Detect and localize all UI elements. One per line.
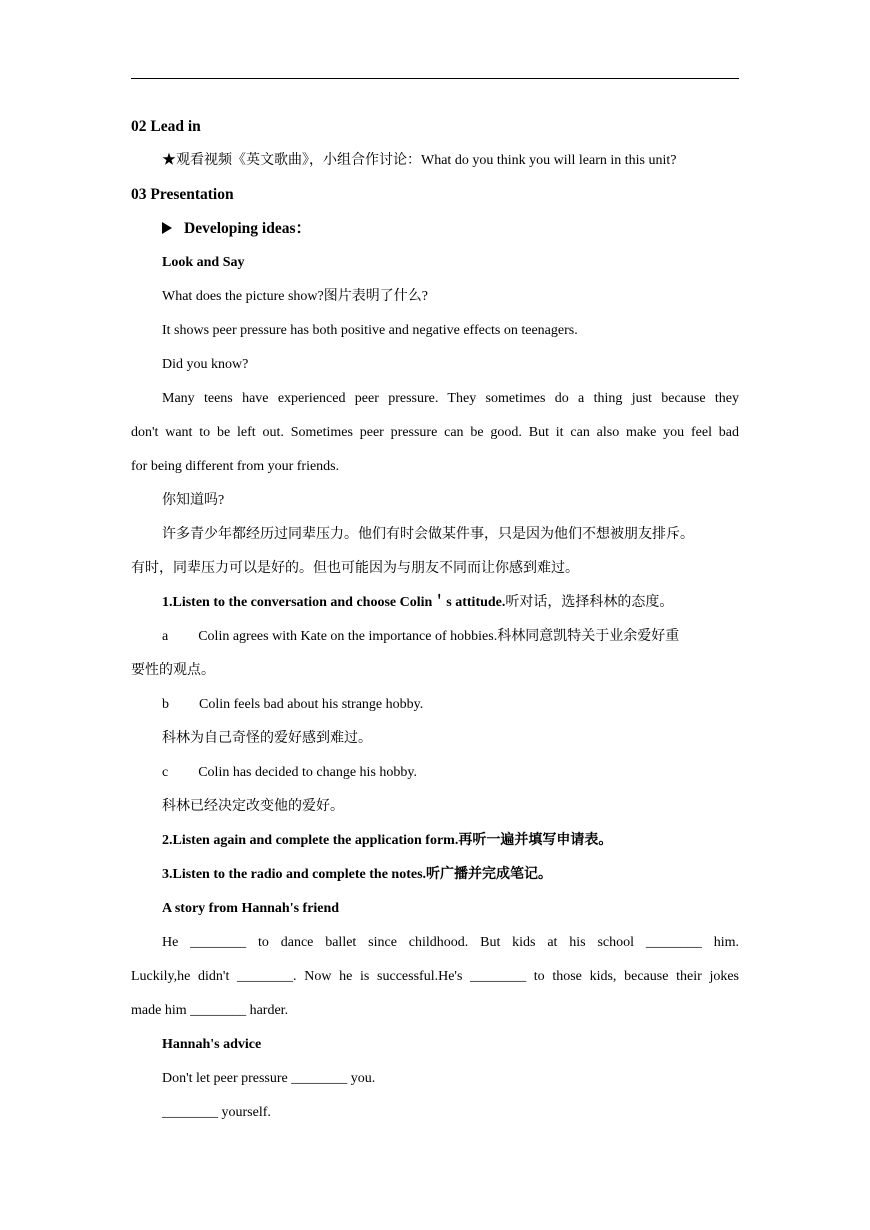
- option-b: [131, 688, 739, 722]
- lead-in-heading: 02 Lead in: [131, 118, 201, 135]
- look-and-say-question: What does the picture show?图片表明了什么?: [162, 289, 428, 304]
- presentation-heading: 03 Presentation: [131, 186, 234, 203]
- option-a: [131, 620, 739, 654]
- story-line: made him ________ harder.: [131, 1003, 289, 1018]
- option-b-cn: 科林为自己奇怪的爱好感到难过。: [162, 731, 372, 746]
- option-c-cn: 科林已经决定改变他的爱好。: [162, 799, 344, 814]
- look-and-say-title: Look and Say: [162, 255, 245, 270]
- did-you-know-line-cn: 许多青少年都经历过同辈压力。他们有时会做某件事，只是因为他们不想被朋友排斥。: [162, 527, 694, 542]
- header-rule: [131, 78, 739, 79]
- option-text: Colin agrees with Kate on the importance of hobbies.科林同意凯特关于业余爱好重: [198, 629, 680, 644]
- task2-instruction: [131, 824, 739, 858]
- task2-instruction-cn: 再听一遍并填写申请表。: [458, 833, 613, 848]
- task2-instruction-en: 2.Listen again and complete the application form.: [162, 833, 459, 848]
- did-you-know-line-cn: 有时，同辈压力可以是好的。但也可能因为与朋友不同而让你感到难过。: [131, 561, 579, 576]
- did-you-know-line: don't want to be left out. Sometimes peer pressure can be good. But it can also make you feel bad: [131, 425, 739, 440]
- option-text: Colin feels bad about his strange hobby.: [199, 697, 424, 712]
- option-letter: b: [162, 697, 169, 712]
- developing-ideas-label: Developing ideas：: [184, 220, 312, 237]
- story-line: Luckily,he didn't ________. Now he is successful.He's ________ to those kids, because their jokes: [131, 969, 739, 984]
- task1-instruction-cn: 听对话，选择科林的态度。: [505, 595, 674, 610]
- lead-in-task: [131, 144, 739, 178]
- task3-instruction-cn: 听广播并完成笔记。: [426, 867, 553, 882]
- task1-instruction: [131, 586, 739, 620]
- option-letter: a: [162, 629, 169, 644]
- did-you-know-title: Did you know?: [162, 357, 249, 372]
- task1-instruction-en: 1.Listen to the conversation and choose Colin＇s attitude.: [162, 595, 506, 610]
- task3-instruction-en: 3.Listen to the radio and complete the notes.: [162, 867, 427, 882]
- advice-line: ________ yourself.: [162, 1105, 271, 1120]
- advice-title: Hannah's advice: [162, 1037, 262, 1052]
- option-a-continued: 要性的观点。: [131, 663, 215, 678]
- option-c: [131, 756, 739, 790]
- did-you-know-line: for being different from your friends.: [131, 459, 340, 474]
- look-and-say-answer: It shows peer pressure has both positive and negative effects on teenagers.: [162, 323, 578, 338]
- developing-ideas: [131, 212, 739, 246]
- did-you-know-line: Many teens have experienced peer pressure. They sometimes do a thing just because they: [162, 391, 739, 406]
- task3-instruction: [131, 858, 739, 892]
- document-body: [131, 110, 739, 1130]
- option-letter: c: [162, 765, 169, 780]
- arrow-bullet-icon: [162, 222, 172, 234]
- lead-in-task-text: ★观看视频《英文歌曲》，小组合作讨论：What do you think you will learn in this unit?: [162, 153, 677, 168]
- did-you-know-title-cn: 你知道吗?: [162, 493, 225, 508]
- story-title: A story from Hannah's friend: [162, 901, 340, 916]
- story-line: He ________ to dance ballet since childhood. But kids at his school ________ him.: [162, 935, 739, 950]
- advice-line: Don't let peer pressure ________ you.: [162, 1071, 376, 1086]
- option-text: Colin has decided to change his hobby.: [198, 765, 417, 780]
